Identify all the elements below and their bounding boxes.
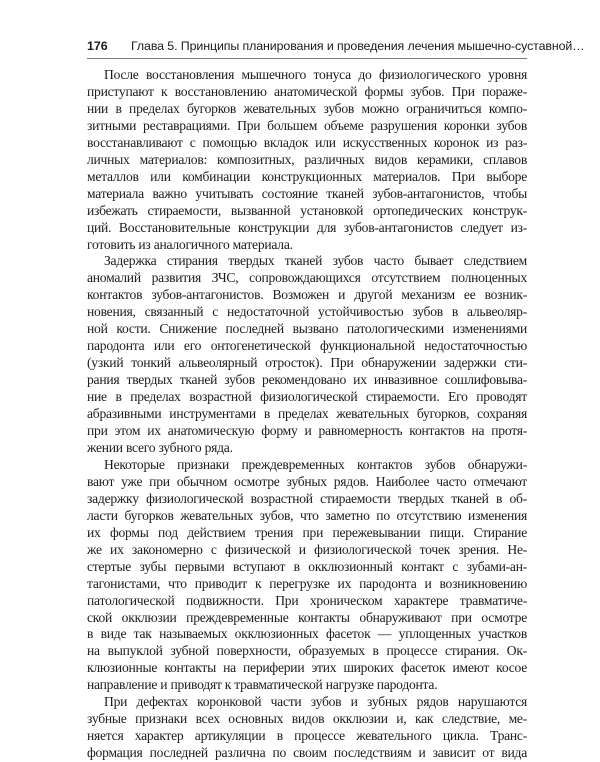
body-text — [87, 67, 527, 762]
text-line: при этом их анатомическую форму и равномерность контактов на протя- — [87, 423, 527, 439]
text-line: ние в пределах возрастной физиологической стираемости. Его проводят — [87, 389, 527, 405]
text-line: направление и приводят к травматической нагрузке пародонта. — [87, 677, 438, 693]
text-line: новения, связанный с недостаточной устойчивостью зубов в альвеоляр- — [87, 304, 527, 320]
text-line: материала важно учитывать состояние тканей зубов-антагонистов, чтобы — [87, 185, 527, 201]
text-line: ной кости. Снижение последней вызвано патологическими изменениями — [87, 321, 527, 337]
text-line: рания твердых тканей зубов рекомендовано их инвазивное сошлифовыва- — [87, 372, 527, 388]
text-line: После восстановления мышечного тонуса до физиологического уровня — [104, 67, 527, 82]
paragraph — [87, 457, 527, 694]
header-rule — [87, 58, 527, 59]
text-line: контактов зубов-антагонистов. Возможен и другой механизм ее возник- — [87, 287, 527, 303]
text-line: ций. Восстановительные конструкции для зубов-антагонистов следует из- — [87, 219, 527, 235]
text-line: избежать стираемости, вызванной установкой ортопедических конструк- — [87, 202, 527, 218]
text-line: патологической подвижности. При хроническом характере травматиче- — [87, 592, 527, 608]
text-line: тагонистами, что приводит к перегрузке их пародонта и возникновению — [87, 575, 527, 591]
text-line: их формы под действием трения при пережевывании пищи. Стирание — [87, 524, 527, 540]
text-line: задержку физиологической возрастной стираемости твердых тканей в об- — [87, 490, 527, 506]
text-line: Задержка стирания твердых тканей зубов часто бывает следствием — [104, 253, 527, 269]
text-line: Некоторые признаки преждевременных контактов зубов обнаружи- — [104, 456, 527, 472]
text-line: зитными реставрациями. При большем объеме разрушения коронки зубов — [87, 117, 527, 133]
text-line: же их закономерно с физической и физиологической точек зрения. Не- — [87, 541, 527, 557]
chapter-title: Глава 5. Принципы планирования и проведения лечения мышечно-суставной… — [131, 39, 585, 53]
page-number: 176 — [87, 39, 108, 53]
text-line: личных материалов: композитных, различных видов керамики, сплавов — [87, 151, 527, 167]
text-line: на выпуклой зубной поверхности, образуемых в процессе стирания. Ок- — [87, 643, 527, 659]
text-line: ской окклюзии преждевременные контакты обнаруживают при осмотре — [87, 609, 527, 625]
text-line: формация последней различна по своим последствиям и зависит от вида — [87, 745, 527, 761]
text-line: нии в пределах бугорков жевательных зубов можно ограничиться компо- — [87, 100, 527, 116]
text-line: При дефектах коронковой части зубов и зубных рядов нарушаются — [104, 694, 527, 710]
text-line: клюзионные контакты на периферии этих широких фасеток имеют косое — [87, 660, 527, 676]
text-line: зубные признаки всех основных видов окклюзии и, как следствие, ме- — [87, 711, 527, 727]
text-line: абразивными инструментами в пределах жевательных бугорков, сохраняя — [87, 406, 527, 422]
text-line: пародонта или его онтогенетической функциональной недостаточностью — [87, 338, 527, 354]
paragraph — [87, 67, 527, 253]
text-line: готовить из аналогичного материала. — [87, 236, 293, 252]
running-header — [87, 36, 585, 56]
text-line: няется характер артикуляции в процессе жевательного цикла. Транс- — [87, 728, 527, 744]
paragraph — [87, 253, 527, 456]
text-line: жении всего зубного ряда. — [87, 439, 233, 455]
text-line: вают уже при обычном осмотре зубных рядов. Наиболее часто отмечают — [87, 473, 527, 489]
text-line: (узкий тонкий альвеолярный отросток). При обнаружении задержки сти- — [87, 355, 527, 371]
text-line: приступают к восстановлению анатомической формы зубов. При пораже- — [87, 83, 527, 99]
text-line: в виде так называемых окклюзионных фасеток — уплощенных участков — [87, 626, 527, 642]
paragraph — [87, 694, 527, 762]
text-line: стертые зубы первыми вступают в окклюзионный контакт с зубами-ан- — [87, 558, 527, 574]
text-line: аномалий развития ЗЧС, сопровождающихся отсутствием полноценных — [87, 270, 527, 286]
text-line: ласти бугорков жевательных зубов, что заметно по отсутствию изменения — [87, 507, 527, 523]
text-line: металлов или комбинации конструкционных материалов. При выборе — [87, 168, 527, 184]
text-line: восстанавливают с помощью вкладок или искусственных коронок из раз- — [87, 134, 527, 150]
